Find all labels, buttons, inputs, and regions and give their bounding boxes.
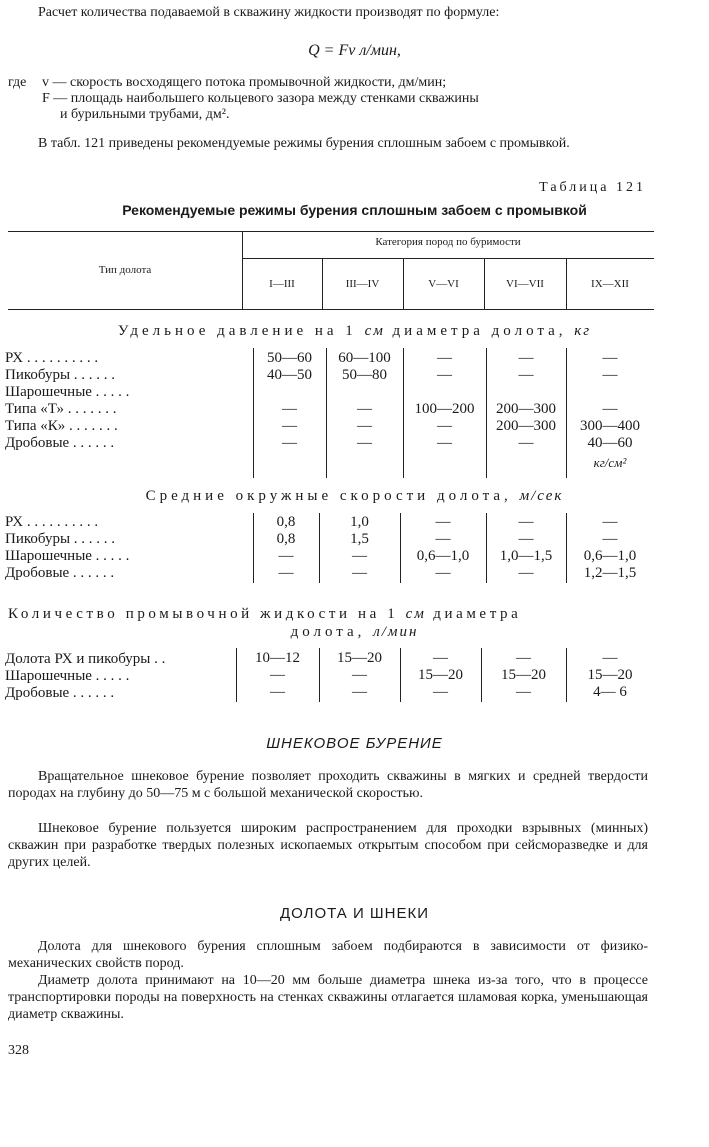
table-row-label: Шарошечные . . . . .: [5, 548, 130, 564]
paragraph-auger-1: Вращательное шнековое бурение позволяет проходить скважины в мягких и средней твердости породах на глубину до 50—75 м с большой механической скоростью.: [8, 769, 648, 801]
page-number: 328: [8, 1043, 29, 1058]
table-cell: —: [435, 514, 451, 530]
table-cell: 1,5: [350, 531, 369, 547]
unit-note: кг/см²: [593, 455, 627, 470]
table-title: Рекомендуемые режимы бурения сплошным забоем с промывкой: [122, 202, 587, 218]
paragraph-bits-1: Долота для шнекового бурения сплошным забоем подбираются в зависимости от физико-механических свойств пород.: [8, 939, 648, 971]
table-row-label: Пикобуры . . . . . .: [5, 367, 116, 383]
table-cell: —: [602, 367, 618, 383]
category-header: III—IV: [345, 278, 380, 290]
table-cell: 15—20: [501, 667, 546, 683]
table-cell: 10—12: [255, 650, 300, 666]
formula-definitions: [8, 75, 658, 123]
category-header: IX—XII: [591, 278, 629, 290]
table-cell: —: [518, 514, 534, 530]
table-cell: —: [435, 531, 451, 547]
table-cell: 50—60: [267, 350, 312, 366]
table-cell: 0,6—1,0: [416, 548, 470, 564]
table-cell: —: [282, 401, 297, 417]
table-row-label: Шарошечные . . . . .: [5, 384, 130, 400]
table-cell: 200—300: [496, 418, 556, 434]
table-cell: 1,0: [350, 514, 369, 530]
table-cell: —: [270, 684, 285, 700]
table-cell: 40—60: [587, 435, 633, 451]
table-cell: —: [352, 565, 367, 581]
table-cell: 60—100: [338, 350, 391, 366]
table-cell: 100—200: [414, 401, 475, 417]
table-cell: 15—20: [418, 667, 463, 683]
heading-auger-drilling: ШНЕКОВОЕ БУРЕНИЕ: [266, 735, 443, 752]
section-title-flow-line2: долота, л/мин: [290, 624, 419, 640]
table-cell: —: [357, 435, 372, 451]
table-cell: —: [357, 401, 372, 417]
definition-indent: [8, 91, 42, 107]
category-header: V—VI: [428, 278, 459, 290]
table-cell: 0,8: [276, 531, 296, 547]
f-definition-line1: F — площадь наибольшего кольцевого зазора между стенками скважины: [42, 91, 479, 106]
table-cell: —: [282, 435, 297, 451]
where-word: где: [8, 75, 27, 90]
table-cell: —: [602, 514, 618, 530]
table-cell: 15—20: [587, 667, 633, 683]
table-row-label: Типа «Т» . . . . . . .: [5, 401, 117, 417]
section-title-flow-line1: Количество промывочной жидкости на 1 см диаметра: [8, 606, 522, 622]
table-cell: 4— 6: [593, 684, 627, 700]
table-cell: 0,6—1,0: [583, 548, 637, 564]
table-row-label: РХ . . . . . . . . . .: [5, 350, 99, 366]
table-cell: —: [352, 684, 367, 700]
v-definition: v — скорость восходящего потока промывочной жидкости, дм/мин;: [42, 75, 447, 90]
table-cell: 40—50: [267, 367, 312, 383]
table-cell: —: [437, 367, 452, 383]
table-cell: —: [437, 418, 452, 434]
table-cell: —: [278, 565, 294, 581]
heading-bits-and-augers: ДОЛОТА И ШНЕКИ: [279, 905, 430, 922]
table-cell: —: [282, 418, 297, 434]
table-cell: —: [518, 531, 534, 547]
table-row-label: Типа «К» . . . . . . .: [5, 418, 118, 434]
table-cell: —: [352, 667, 367, 683]
table-row-label: Долота РХ и пикобуры . .: [5, 651, 166, 667]
table-cell: —: [435, 565, 451, 581]
table-row-label: Дробовые . . . . . .: [5, 435, 115, 451]
table-cell: 0,8: [276, 514, 296, 530]
table-row-label: РХ . . . . . . . . . .: [5, 514, 99, 530]
table-row-label: Пикобуры . . . . . .: [5, 531, 116, 547]
paragraph-bits-2: Диаметр долота принимают на 10—20 мм больше диаметра шнека из-за того, что в процессе транспортировки породы на поверхность на стенках скважины отлагается шламовая корка, уменьшающая диаметр скважины.: [8, 973, 648, 1022]
column-header-type: Тип долота: [98, 264, 152, 276]
table-number: Таблица 121: [539, 180, 646, 195]
table-header-rule: [242, 258, 654, 259]
category-header: VI—VII: [506, 278, 544, 290]
table-cell: —: [602, 350, 618, 366]
table-row-label: Дробовые . . . . . .: [5, 685, 115, 701]
table-reference-paragraph: В табл. 121 приведены рекомендуемые режимы бурения сплошным забоем с промывкой.: [38, 136, 570, 151]
paragraph-auger-2: Шнековое бурение пользуется широким распространением для проходки взрывных (минных) скважин при разработке твердых полезных ископаемых открытым способом при сейсморазведке и для других целей.: [8, 821, 648, 870]
table-cell: 1,0—1,5: [499, 548, 553, 564]
intro-paragraph: Расчет количества подаваемой в скважину жидкости производят по формуле:: [38, 5, 500, 20]
table-row-label: Дробовые . . . . . .: [5, 565, 115, 581]
column-group-header: Категория пород по буримости: [375, 236, 521, 248]
table-cell: —: [518, 435, 534, 451]
table-top-rule: [8, 231, 654, 232]
table-cell: —: [437, 350, 452, 366]
flow-formula: Q = Fv л/мин,: [308, 42, 401, 59]
table-cell: —: [357, 418, 372, 434]
table-cell: —: [437, 435, 452, 451]
category-header: I—III: [269, 278, 295, 290]
table-cell: —: [602, 531, 618, 547]
table-cell: —: [433, 684, 448, 700]
table-cell: 15—20: [337, 650, 382, 666]
table-cell: 300—400: [580, 418, 640, 434]
table-cell: —: [602, 650, 618, 666]
section-title-pressure: Удельное давление на 1 см диаметра долота, кг: [117, 323, 592, 339]
table-cell: 50—80: [342, 367, 387, 383]
table-cell: —: [516, 684, 531, 700]
table-cell: —: [602, 401, 618, 417]
table-cell: —: [518, 350, 534, 366]
table-cell: 200—300: [496, 401, 556, 417]
table-cell: —: [516, 650, 531, 666]
table-cell: —: [270, 667, 285, 683]
table-cell: —: [433, 650, 448, 666]
table-cell: —: [352, 548, 367, 564]
table-cell: —: [518, 565, 534, 581]
section-title-speed: Средние окружные скорости долота, м/сек: [145, 488, 564, 504]
f-definition-line2: и бурильными трубами, дм².: [60, 107, 230, 122]
table-row-label: Шарошечные . . . . .: [5, 668, 130, 684]
table-header-bottom-rule: [8, 309, 654, 310]
table-cell: —: [278, 548, 294, 564]
table-cell: —: [518, 367, 534, 383]
table-cell: 1,2—1,5: [583, 565, 637, 581]
